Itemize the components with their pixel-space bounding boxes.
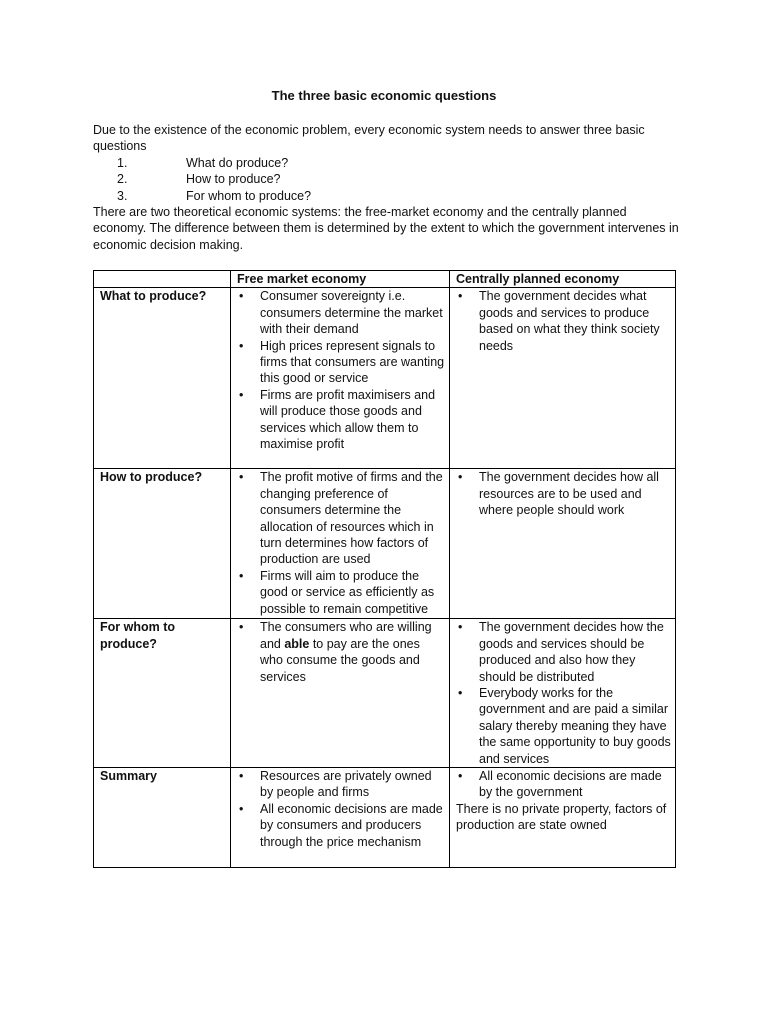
- bullet-item: • The consumers who are willing and able to pay are the ones who consume the goods and services: [237, 619, 445, 685]
- bullet-item: • High prices represent signals to firms that consumers are wanting this good or service: [237, 338, 445, 387]
- intro-section: [93, 122, 683, 253]
- bullet-item: • All economic decisions are made by consumers and producers through the price mechanism: [237, 801, 445, 850]
- table-row: [94, 768, 676, 868]
- question-item: 3. For whom to produce?: [117, 188, 312, 203]
- bullet-item: • Resources are privately owned by people and firms: [237, 768, 445, 801]
- header-centrally-planned: Centrally planned economy: [450, 271, 676, 288]
- bullet-item: • The government decides what goods and services to produce based on what they think society needs: [456, 288, 671, 354]
- summary-note: There is no private property, factors of production are state owned: [456, 801, 667, 833]
- question-item: 2. How to produce?: [117, 172, 281, 187]
- row-label-how: How to produce?: [94, 469, 231, 619]
- bullet-item: • Firms will aim to produce the good or service as efficiently as possible to remain competitive: [237, 568, 445, 617]
- bullet-item: • All economic decisions are made by the government: [456, 768, 671, 801]
- bullet-item: • The government decides how the goods and services should be produced and also how they should be distributed: [456, 619, 671, 685]
- intro-paragraph-1: Due to the existence of the economic problem, every economic system needs to answer three basic questions: [93, 123, 645, 154]
- intro-paragraph-2: There are two theoretical economic systems: the free-market economy and the centrally planned economy. The difference between them is determined by the extent to which the government intervenes in economic decision making.: [93, 205, 679, 252]
- question-item: 1. What do produce?: [117, 155, 289, 170]
- cell-planned-what: [450, 288, 676, 469]
- cell-planned-for-whom: [450, 619, 676, 768]
- table-row: [94, 469, 676, 619]
- document-title: The three basic economic questions: [271, 88, 497, 103]
- row-label-summary: Summary: [94, 768, 231, 868]
- questions-list: [93, 155, 683, 204]
- bullet-item: • Consumer sovereignty i.e. consumers determine the market with their demand: [237, 288, 445, 337]
- table-row: [94, 619, 676, 768]
- row-label-what: What to produce?: [94, 288, 231, 469]
- table-header-row: [94, 271, 676, 288]
- cell-planned-summary: [450, 768, 676, 868]
- row-label-for-whom: For whom to produce?: [94, 619, 231, 768]
- bullet-item: • Firms are profit maximisers and will produce those goods and services which allow them to maximise profit: [237, 387, 445, 453]
- bullet-item: • The government decides how all resources are to be used and where people should work: [456, 469, 671, 518]
- bullet-item: • Everybody works for the government and are paid a similar salary thereby meaning they have the same opportunity to buy goods and services: [456, 685, 671, 767]
- bullet-item: • The profit motive of firms and the changing preference of consumers determine the allocation of resources which in turn determines how factors of production are used: [237, 469, 445, 567]
- cell-free-for-whom: [231, 619, 450, 768]
- cell-free-how: [231, 469, 450, 619]
- comparison-table: [93, 270, 676, 868]
- cell-free-what: [231, 288, 450, 469]
- cell-free-summary: [231, 768, 450, 868]
- table-row: [94, 288, 676, 469]
- header-free-market: Free market economy: [231, 271, 450, 288]
- header-empty: [94, 271, 231, 288]
- cell-planned-how: [450, 469, 676, 619]
